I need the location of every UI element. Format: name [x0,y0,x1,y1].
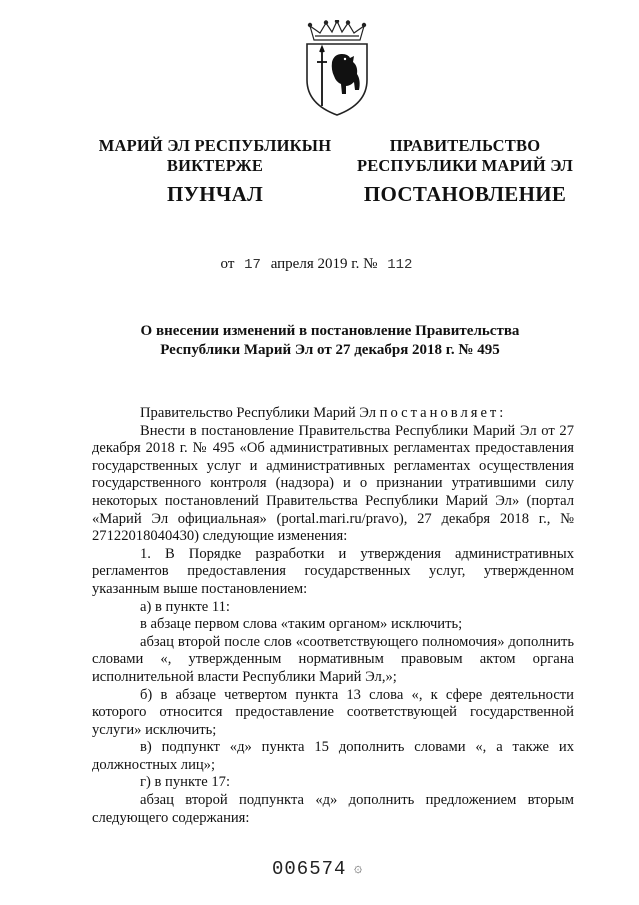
header-right-doctype: ПОСТАНОВЛЕНИЕ [363,182,567,206]
header-right-line1: ПРАВИТЕЛЬСТВО [389,136,541,155]
preamble-verb: постановляет: [379,405,507,421]
header-right-line2: РЕСПУБЛИКИ МАРИЙ ЭЛ [356,156,574,175]
paragraph: г) в пункте 17: [140,774,230,791]
header-right-russian [335,136,595,206]
paragraph: абзац второй после слов «соответствующего полномочия» дополнить словами «, утвержденным нормативным правовым актом органа исполнительной власти Республики Марий Эл,»; [92,633,574,685]
ornament-icon: ۞ [354,861,363,876]
crown-icon [308,20,365,40]
header-left-line2: ВИКТЕРЖЕ [166,156,264,175]
document-body [92,405,574,827]
document-number: 112 [387,257,413,273]
paragraph: 1. В Порядке разработки и утверждения административных регламентов предоставления государственных услуг, утвержденном указанным выше постановлением: [92,545,574,597]
paragraph: Внести в постановление Правительства Республики Марий Эл от 27 декабря 2018 г. № 495 «Об административных регламентах предоставления государственных услуг и административных регламентах осуществления государственного контроля (надзора) и о признании утратившими силу некоторых постановлений Правительства Республики Марий Эл» (портал «Марий Эл официальная» (portal.mari.ru/pravo), 27 декабря 2018 г., № 27122018040430) следующие изменения: [92,422,574,545]
title-line1: О внесении изменений в постановление Правительства [140,323,520,339]
document-date-number [0,256,639,273]
title-line2: Республики Марий Эл от 27 декабря 2018 г. № 495 [160,342,500,358]
form-serial-number: 006574 [272,858,347,880]
paragraph: в абзаце первом слова «таким органом» исключить; [140,616,463,633]
paragraph: б) в абзаце четвертом пункта 13 слова «, к сфере деятельности которого относится предоставление соответствующей государственной услуги» исключить; [92,686,574,738]
date-month-year: апреля 2019 г. № [270,256,378,272]
date-day: 17 [244,257,261,273]
header-left-line1: МАРИЙ ЭЛ РЕСПУБЛИКЫН [98,136,332,155]
preamble-text: Правительство Республики Марий Эл [140,405,377,421]
resolution-preamble [92,405,574,423]
coat-of-arms-emblem [298,20,376,118]
paragraph: абзац второй подпункта «д» дополнить предложением вторым следующего содержания: [92,792,574,826]
document-title [90,322,570,360]
paragraph: а) в пункте 11: [140,598,230,615]
paragraph: в) подпункт «д» пункта 15 дополнить словами «, а также их должностных лиц»; [92,739,574,773]
date-prefix: от [220,256,235,272]
header-left-mari [85,136,345,206]
header-left-doctype: ПУНЧАЛ [166,182,264,206]
